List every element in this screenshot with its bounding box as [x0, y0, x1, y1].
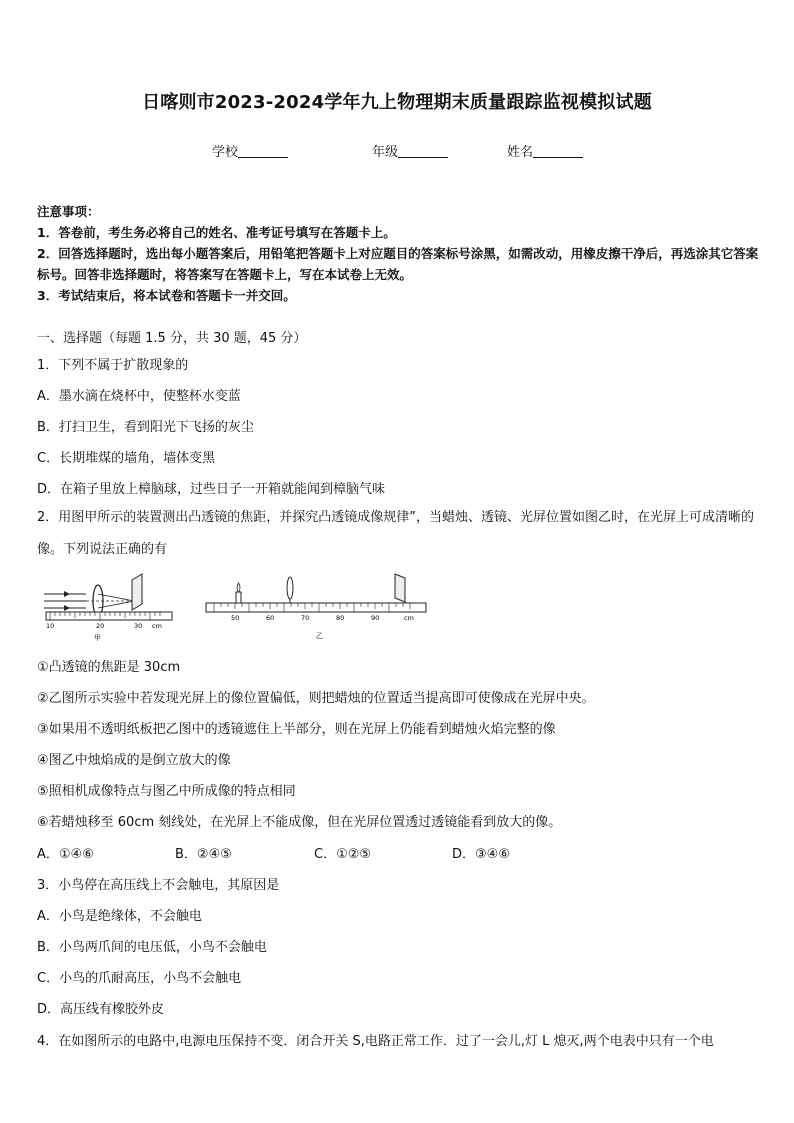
figure-b-caption: 乙: [316, 632, 323, 640]
note-item-1: 1．答卷前，考生务必将自己的姓名、准考证号填写在答题卡上。: [37, 225, 396, 240]
screen: [395, 574, 405, 602]
ruler-b-unit: cm: [404, 614, 414, 622]
q1-option-a: A．墨水滴在烧杯中，使整杯水变蓝: [37, 389, 241, 404]
name-label: 姓名: [507, 145, 534, 160]
q2-statement-6: ⑥若蜡烛移至 60cm 刻线处，在光屏上不能成像，但在光屏位置透过透镜能看到放大的像。: [37, 815, 562, 830]
ruler-a-unit: cm: [152, 622, 162, 630]
q1-option-c: C．长期堆煤的墙角，墙体变黑: [37, 451, 216, 466]
page-title: 日喀则市2023-2024学年九上物理期末质量跟踪监视模拟试题: [142, 92, 652, 113]
q2-statement-1: ①凸透镜的焦距是 30cm: [37, 660, 181, 675]
arrow-icon: [64, 591, 70, 597]
q2-option-a: A．①④⑥: [37, 847, 94, 862]
q2-statement-5: ⑤照相机成像特点与图乙中所成像的特点相同: [37, 784, 296, 799]
q1-stem: 1．下列不属于扩散现象的: [37, 358, 189, 373]
flame-icon: [237, 583, 240, 592]
note-item-3: 3．考试结束后，将本试卷和答题卡一并交回。: [37, 288, 296, 303]
ruler-b-tick-label: 60: [266, 614, 275, 622]
ruler-a-tick-label: 30: [134, 622, 143, 630]
ruler-b-tick-label: 70: [301, 614, 310, 622]
q3-option-a: A．小鸟是绝缘体，不会触电: [37, 909, 202, 924]
q3-option-c: C．小鸟的爪耐高压，小鸟不会触电: [37, 971, 242, 986]
q4-stem: 4．在如图所示的电路中,电源电压保持不变．闭合开关 S,电路正常工作．过了一会儿,灯 L 熄灭,两个电表中只有一个电: [37, 1034, 714, 1049]
ruler-a-tick-label: 20: [96, 622, 105, 630]
q2-stem: 2．用图甲所示的装置测出凸透镜的焦距，并探究凸透镜成像规律”，当蜡烛、透镜、光屏位置如图乙时，在光屏上可成清晰的像。下列说法正确的有: [37, 510, 755, 557]
q2-figure: [40, 568, 428, 646]
grade-field: [372, 141, 448, 160]
q2-statement-4: ④图乙中烛焰成的是倒立放大的像: [37, 753, 231, 768]
convex-lens: [287, 577, 293, 599]
q3-stem: 3．小鸟停在高压线上不会触电，其原因是: [37, 878, 280, 893]
candle: [236, 592, 241, 603]
q3-option-d: D．高压线有橡胶外皮: [37, 1002, 165, 1017]
note-item-2: 2．回答选择题时，选出每小题答案后，用铅笔把答题卡上对应题目的答案标号涂黑，如需改动，用橡皮擦干净后，再选涂其它答案标号。回答非选择题时，将答案写在答题卡上，写在本试卷上无效。: [37, 246, 759, 282]
grade-label: 年级: [372, 145, 399, 160]
q2-statement-2: ②乙图所示实验中若发现光屏上的像位置偏低，则把蜡烛的位置适当提高即可使像成在光屏中央。: [37, 691, 595, 706]
figure-a: [44, 574, 172, 642]
screen: [132, 574, 142, 610]
ruler-a-tick-label: 10: [46, 622, 55, 630]
figure-b: [206, 574, 426, 640]
ruler-b-tick-label: 90: [371, 614, 380, 622]
name-blank: [533, 145, 583, 158]
ruler-b-tick-label: 50: [231, 614, 240, 622]
q2-option-d: D．③④⑥: [452, 847, 510, 862]
ruler-b-tick-label: 80: [336, 614, 345, 622]
notes-heading: 注意事项：: [37, 204, 100, 219]
q2-option-b: B．②④⑤: [175, 847, 232, 862]
q2-option-c: C．①②⑤: [314, 847, 372, 862]
section-heading: 一、选择题（每题 1.5 分，共 30 题，45 分）: [37, 331, 307, 346]
school-field: [212, 141, 288, 160]
grade-blank: [398, 145, 448, 158]
q2-statement-3: ③如果用不透明纸板把乙图中的透镜遮住上半部分，则在光屏上仍能看到蜡烛火焰完整的像: [37, 722, 556, 737]
arrow-icon: [64, 605, 70, 611]
school-blank: [238, 145, 288, 158]
q1-option-b: B．打扫卫生，看到阳光下飞扬的灰尘: [37, 420, 254, 435]
q3-option-b: B．小鸟两爪间的电压低，小鸟不会触电: [37, 940, 267, 955]
q1-option-d: D．在箱子里放上樟脑球，过些日子一开箱就能闻到樟脑气味: [37, 482, 386, 497]
school-label: 学校: [212, 145, 239, 160]
ruler-b: [206, 603, 426, 612]
figure-a-caption: 甲: [94, 634, 101, 642]
name-field: [507, 141, 583, 160]
